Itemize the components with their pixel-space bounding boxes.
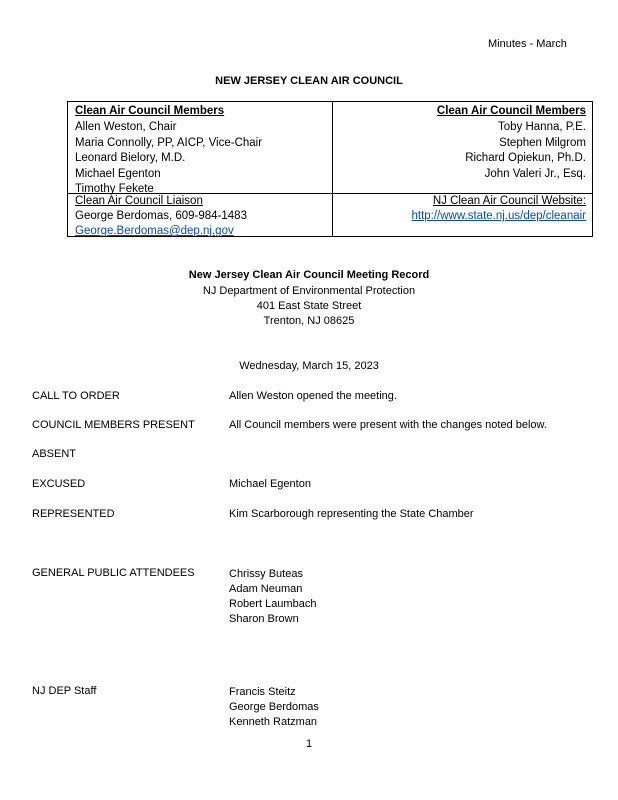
present-value: All Council members were present with the changes noted below. [229,419,547,431]
right-member-list [465,120,586,182]
call-to-order-label: CALL TO ORDER [32,390,120,402]
present-label: COUNCIL MEMBERS PRESENT [32,419,195,431]
dep-staff-label: NJ DEP Staff [32,685,97,697]
staff-name: George Berdomas [229,701,319,713]
liaison-name: George Berdomas, 609-984-1483 [75,210,247,222]
attendee-name: Sharon Brown [229,613,299,625]
member-name: Allen Weston, Chair [75,121,177,133]
member-name: John Valeri Jr., Esq. [484,167,586,180]
table-divider-vertical [332,102,333,236]
dep-staff-list [229,685,319,730]
record-street: 401 East State Street [256,300,362,312]
excused-label: EXCUSED [32,478,86,490]
record-title: New Jersey Clean Air Council Meeting Record [188,269,430,281]
represented-value: Kim Scarborough representing the State Chamber [229,508,474,520]
document-title: NEW JERSEY CLEAN AIR COUNCIL [215,75,403,87]
left-members-heading: Clean Air Council Members [75,105,225,117]
left-member-list [75,120,262,198]
absent-label: ABSENT [32,448,77,460]
website-heading: NJ Clean Air Council Website: [432,195,586,207]
attendee-name: Robert Laumbach [229,598,317,610]
record-department: NJ Department of Environmental Protection [202,285,416,297]
meeting-date: Wednesday, March 15, 2023 [239,360,379,372]
member-name: Stephen Milgrom [499,136,586,149]
record-city: Trenton, NJ 08625 [263,315,355,327]
member-name: Timothy Fekete [75,183,154,195]
liaison-heading: Clean Air Council Liaison [75,195,203,207]
liaison-email-link[interactable]: George.Berdomas@dep.nj.gov [75,225,234,237]
attendee-name: Chrissy Buteas [229,568,303,580]
member-name: Leonard Bielory, M.D. [75,152,186,164]
website-link[interactable]: http://www.state.nj.us/dep/cleanair [411,210,586,222]
call-to-order-value: Allen Weston opened the meeting. [229,390,397,402]
staff-name: Kenneth Ratzman [229,716,318,728]
represented-label: REPRESENTED [32,508,115,520]
member-name: Toby Hanna, P.E. [497,121,586,133]
member-name: Maria Connolly, PP, AICP, Vice-Chair [75,136,263,149]
excused-value: Michael Egenton [229,478,311,490]
members-table [67,101,593,237]
page-number: 1 [305,738,313,750]
public-attendees-label: GENERAL PUBLIC ATTENDEES [32,567,195,579]
attendee-name: Adam Neuman [229,583,303,595]
public-attendees-list [229,567,316,627]
right-members-heading: Clean Air Council Members [436,105,586,117]
staff-name: Francis Steitz [229,686,296,698]
page-header: Minutes - March [488,38,567,50]
member-name: Michael Egenton [75,167,161,180]
member-name: Richard Opiekun, Ph.D. [465,152,586,164]
